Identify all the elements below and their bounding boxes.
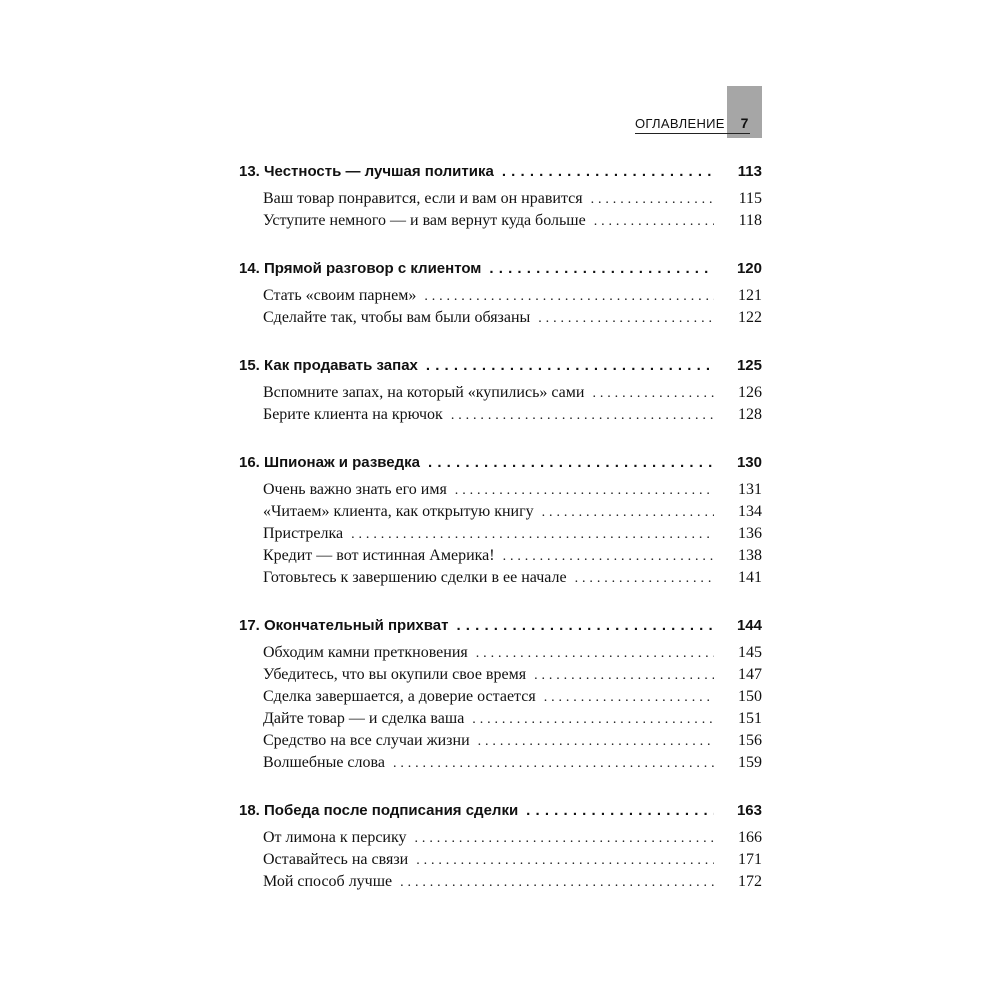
- dot-leader: [478, 731, 714, 753]
- section-page-number: 118: [738, 212, 762, 229]
- chapter-title: 18. Победа после подписания сделки: [239, 802, 519, 819]
- dot-leader: [538, 308, 714, 330]
- chapter-title: 14. Прямой разговор с клиентом: [239, 260, 482, 277]
- section-page-number: 128: [738, 406, 762, 423]
- toc-chapter-row[interactable]: [239, 354, 762, 378]
- toc-chapter: [239, 614, 762, 774]
- section-title: Сделка завершается, а доверие остается: [263, 688, 536, 705]
- section-page-number: 147: [738, 666, 762, 683]
- dot-leader: [544, 687, 714, 709]
- toc-section-row[interactable]: [239, 523, 762, 545]
- section-title: Готовьтесь к завершению сделки в ее начале: [263, 569, 567, 586]
- section-page-number: 115: [738, 190, 762, 207]
- toc-chapter: [239, 799, 762, 893]
- chapter-page-number: 130: [736, 454, 762, 471]
- toc-section-row[interactable]: [239, 849, 762, 871]
- toc-section-row[interactable]: [239, 708, 762, 730]
- chapter-title: 16. Шпионаж и разведка: [239, 454, 421, 471]
- toc-chapter: [239, 451, 762, 589]
- toc-section-row[interactable]: [239, 404, 762, 426]
- chapter-title: 13. Честность — лучшая политика: [239, 163, 494, 180]
- section-title: Оставайтесь на связи: [263, 851, 409, 868]
- toc-section-row[interactable]: [239, 307, 762, 329]
- section-page-number: 121: [738, 287, 762, 304]
- section-page-number: 122: [738, 309, 762, 326]
- toc-section-row[interactable]: [239, 501, 762, 523]
- toc-chapter: [239, 354, 762, 426]
- dot-leader: [591, 189, 714, 211]
- section-page-number: 171: [738, 851, 762, 868]
- section-title: Вспомните запах, на который «купились» сами: [263, 384, 585, 401]
- dot-leader: [502, 160, 714, 184]
- section-page-number: 134: [738, 503, 762, 520]
- toc-section-row[interactable]: [239, 664, 762, 686]
- section-page-number: 138: [738, 547, 762, 564]
- toc-chapter: [239, 257, 762, 329]
- toc-chapter-row[interactable]: [239, 799, 762, 823]
- toc-chapter-row[interactable]: [239, 614, 762, 638]
- chapter-page-number: 163: [736, 802, 762, 819]
- page-number: 7: [740, 115, 749, 131]
- toc-chapter-row[interactable]: [239, 257, 762, 281]
- toc-section-row[interactable]: [239, 871, 762, 893]
- toc-chapter-row[interactable]: [239, 451, 762, 475]
- chapter-title: 15. Как продавать запах: [239, 357, 418, 374]
- chapter-title: 17. Окончательный прихват: [239, 617, 449, 634]
- running-header-title: ОГЛАВЛЕНИЕ: [635, 116, 725, 131]
- section-title: Волшебные слова: [263, 754, 385, 771]
- toc-section-row[interactable]: [239, 642, 762, 664]
- toc-section-row[interactable]: [239, 285, 762, 307]
- section-title: «Читаем» клиента, как открытую книгу: [263, 503, 534, 520]
- dot-leader: [416, 850, 714, 872]
- dot-leader: [428, 451, 714, 475]
- chapter-page-number: 144: [736, 617, 762, 634]
- dot-leader: [526, 799, 714, 823]
- section-title: Сделайте так, чтобы вам были обязаны: [263, 309, 531, 326]
- toc-section-row[interactable]: [239, 730, 762, 752]
- section-title: Пристрелка: [263, 525, 344, 542]
- chapter-page-number: 113: [737, 163, 762, 180]
- dot-leader: [455, 480, 714, 502]
- section-title: Очень важно знать его имя: [263, 481, 447, 498]
- toc-chapter-row[interactable]: [239, 160, 762, 184]
- toc-section-row[interactable]: [239, 210, 762, 232]
- dot-leader: [534, 665, 714, 687]
- dot-leader: [592, 383, 714, 405]
- toc-section-row[interactable]: [239, 479, 762, 501]
- section-title: Кредит — вот истинная Америка!: [263, 547, 495, 564]
- section-title: Мой способ лучше: [263, 873, 393, 890]
- toc-section-row[interactable]: [239, 752, 762, 774]
- section-title: Ваш товар понравится, если и вам он нравится: [263, 190, 583, 207]
- section-title: Убедитесь, что вы окупили свое время: [263, 666, 527, 683]
- section-page-number: 141: [738, 569, 762, 586]
- dot-leader: [476, 643, 714, 665]
- toc-section-row[interactable]: [239, 686, 762, 708]
- dot-leader: [456, 614, 714, 638]
- dot-leader: [503, 546, 714, 568]
- toc-section-row[interactable]: [239, 188, 762, 210]
- toc-section-row[interactable]: [239, 382, 762, 404]
- section-page-number: 131: [738, 481, 762, 498]
- dot-leader: [472, 709, 714, 731]
- toc-section-row[interactable]: [239, 567, 762, 589]
- section-title: Уступите немного — и вам вернут куда больше: [263, 212, 586, 229]
- section-title: Обходим камни преткновения: [263, 644, 468, 661]
- section-title: Дайте товар — и сделка ваша: [263, 710, 465, 727]
- section-page-number: 150: [738, 688, 762, 705]
- dot-leader: [351, 524, 714, 546]
- section-page-number: 136: [738, 525, 762, 542]
- section-title: Стать «своим парнем»: [263, 287, 417, 304]
- header-rule: [635, 133, 750, 134]
- dot-leader: [575, 568, 714, 590]
- dot-leader: [426, 354, 714, 378]
- dot-leader: [594, 211, 714, 233]
- section-title: Средство на все случаи жизни: [263, 732, 470, 749]
- section-title: Берите клиента на крючок: [263, 406, 443, 423]
- dot-leader: [424, 286, 714, 308]
- section-page-number: 145: [738, 644, 762, 661]
- chapter-page-number: 120: [736, 260, 762, 277]
- section-page-number: 126: [738, 384, 762, 401]
- dot-leader: [393, 753, 714, 775]
- dot-leader: [451, 405, 714, 427]
- dot-leader: [400, 872, 714, 894]
- toc-section-row[interactable]: [239, 545, 762, 567]
- section-page-number: 172: [738, 873, 762, 890]
- toc-section-row[interactable]: [239, 827, 762, 849]
- section-page-number: 159: [738, 754, 762, 771]
- section-page-number: 151: [738, 710, 762, 727]
- section-page-number: 166: [738, 829, 762, 846]
- section-title: От лимона к персику: [263, 829, 407, 846]
- dot-leader: [542, 502, 714, 524]
- toc-chapter: [239, 160, 762, 232]
- section-page-number: 156: [738, 732, 762, 749]
- table-of-contents: [239, 160, 762, 918]
- dot-leader: [489, 257, 714, 281]
- dot-leader: [415, 828, 714, 850]
- chapter-page-number: 125: [736, 357, 762, 374]
